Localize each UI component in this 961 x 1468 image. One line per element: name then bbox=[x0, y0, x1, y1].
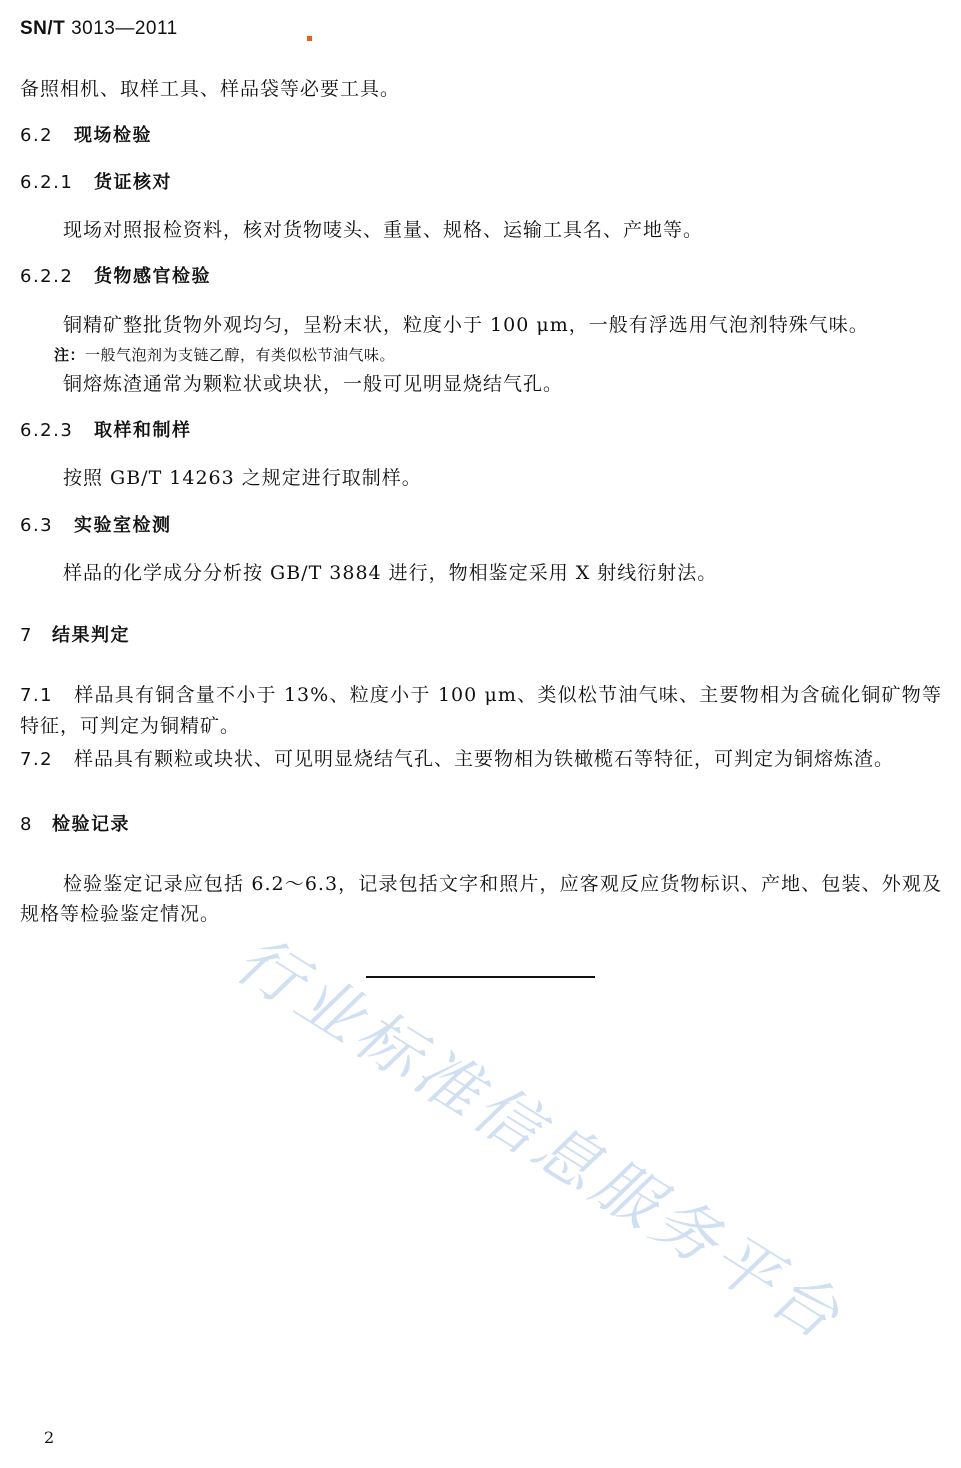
heading-6-2-3 bbox=[20, 416, 192, 442]
paragraph-6-2-2-a: 铜精矿整批货物外观均匀，呈粉末状，粒度小于 100 μm，一般有浮选用气泡剂特殊气味。 bbox=[63, 314, 869, 336]
standard-code bbox=[20, 18, 178, 40]
section-title: 现场检验 bbox=[74, 125, 152, 146]
intro-line: 备照相机、取样工具、样品袋等必要工具。 bbox=[20, 78, 401, 100]
standard-number: 3013—2011 bbox=[71, 18, 178, 39]
heading-6-3 bbox=[20, 511, 172, 537]
clause-text: 样品具有颗粒或块状、可见明显烧结气孔、主要物相为铁橄榄石等特征，可判定为铜熔炼渣。 bbox=[74, 748, 895, 770]
clause-number: 7.1 bbox=[20, 685, 54, 706]
paragraph-6-2-1: 现场对照报检资料，核对货物唛头、重量、规格、运输工具名、产地等。 bbox=[63, 219, 704, 241]
heading-7 bbox=[20, 621, 130, 647]
clause-text: 样品具有铜含量不小于 13%、粒度小于 100 μm、类似松节油气味、主要物相为含硫化铜矿物等特征，可判定为铜精矿。 bbox=[20, 684, 942, 737]
section-number: 6.2.2 bbox=[20, 266, 74, 287]
section-title: 实验室检测 bbox=[74, 515, 172, 536]
page-number: 2 bbox=[44, 1428, 55, 1447]
section-number: 6.2.3 bbox=[20, 420, 74, 441]
heading-6-2 bbox=[20, 121, 152, 147]
section-title: 结果判定 bbox=[52, 625, 130, 646]
paragraph-6-2-2-b: 铜熔炼渣通常为颗粒状或块状，一般可见明显烧结气孔。 bbox=[63, 373, 564, 395]
section-title: 货证核对 bbox=[94, 172, 172, 193]
note-text: 一般气泡剂为支链乙醇，有类似松节油气味。 bbox=[85, 346, 396, 364]
section-title: 货物感官检验 bbox=[94, 266, 211, 287]
paragraph-6-2-3: 按照 GB/T 14263 之规定进行取制样。 bbox=[63, 467, 422, 489]
paragraph-6-3: 样品的化学成分分析按 GB/T 3884 进行，物相鉴定采用 X 射线衍射法。 bbox=[63, 562, 718, 584]
section-number: 6.3 bbox=[20, 515, 54, 536]
end-rule bbox=[366, 976, 595, 978]
section-title: 检验记录 bbox=[52, 814, 130, 835]
paragraph-8: 检验鉴定记录应包括 6.2～6.3，记录包括文字和照片，应客观反应货物标识、产地、包装、外观及规格等检验鉴定情况。 bbox=[20, 873, 942, 925]
section-number: 6.2.1 bbox=[20, 172, 74, 193]
note bbox=[54, 344, 395, 365]
clause-7-1 bbox=[20, 680, 942, 741]
section-number: 8 bbox=[20, 814, 33, 835]
note-label: 注： bbox=[54, 346, 86, 364]
standard-prefix: SN/T bbox=[20, 18, 66, 39]
orange-mark bbox=[307, 36, 312, 41]
heading-6-2-1 bbox=[20, 168, 172, 194]
clause-number: 7.2 bbox=[20, 749, 54, 770]
heading-8 bbox=[20, 810, 130, 836]
heading-6-2-2 bbox=[20, 262, 211, 288]
clause-7-2 bbox=[20, 744, 942, 775]
section-number: 6.2 bbox=[20, 125, 54, 146]
section-title: 取样和制样 bbox=[94, 420, 192, 441]
section-number: 7 bbox=[20, 625, 33, 646]
watermark: 行业标准信息服务平台 bbox=[222, 922, 856, 1357]
